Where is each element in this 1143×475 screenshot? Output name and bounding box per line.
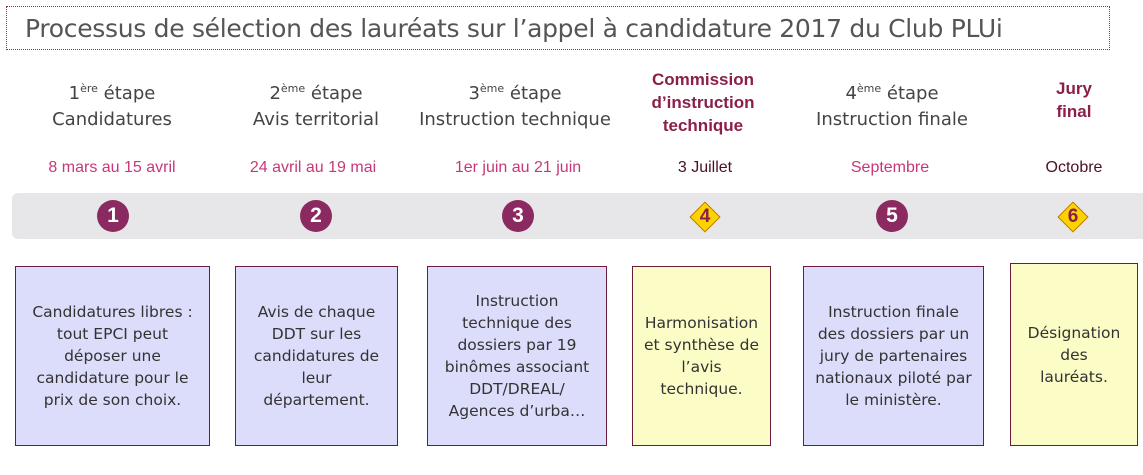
commission-diamond-badge bbox=[689, 201, 721, 233]
step-4-ordinal-word: étape bbox=[881, 83, 939, 104]
step-3-badge: 3 bbox=[502, 200, 534, 232]
commission-heading bbox=[652, 68, 755, 137]
step-2-name: Avis territorial bbox=[252, 109, 380, 130]
commission-date: 3 Juillet bbox=[677, 159, 733, 176]
jury-diamond-badge bbox=[1057, 201, 1089, 233]
step-1-date: 8 mars au 15 avril bbox=[48, 159, 176, 176]
step-1-name: Candidatures bbox=[52, 109, 172, 130]
timeline-band bbox=[12, 193, 1143, 239]
step-1-description: Candidatures libres : tout EPCI peut déposer une candidature pour le prix de son choix. bbox=[15, 266, 210, 446]
jury-heading-text: Jury final bbox=[1056, 79, 1092, 121]
step-2-ordinal-suffix: ème bbox=[280, 82, 306, 95]
step-2-badge: 2 bbox=[300, 200, 332, 232]
jury-description: Désignation des lauréats. bbox=[1010, 263, 1138, 446]
jury-heading bbox=[1056, 77, 1092, 123]
step-3-description: Instruction technique des dossiers par 19 binômes associant DDT/DREAL/ Agences d’urba… bbox=[427, 266, 607, 446]
step-3-ordinal-number: 3 bbox=[468, 83, 480, 104]
step-3-name: Instruction technique bbox=[419, 109, 611, 130]
commission-description: Harmonisation et synthèse de l’avis technique. bbox=[632, 266, 771, 446]
commission-badge-number: 4 bbox=[699, 206, 711, 227]
step-2-header bbox=[253, 76, 379, 133]
step-2-ordinal-number: 2 bbox=[269, 83, 281, 104]
jury-badge-number: 6 bbox=[1067, 206, 1079, 227]
jury-date: Octobre bbox=[1045, 159, 1103, 176]
step-4-badge: 5 bbox=[876, 200, 908, 232]
commission-heading-text: Commission d’instruction technique bbox=[651, 70, 755, 135]
step-1-ordinal-word: étape bbox=[97, 83, 156, 104]
step-2-description: Avis de chaque DDT sur les candidatures de leur département. bbox=[235, 266, 398, 446]
step-4-description: Instruction finale des dossiers par un jury de partenaires nationaux piloté par le ministère. bbox=[803, 266, 984, 446]
step-4-name: Instruction finale bbox=[816, 109, 968, 130]
step-1-ordinal-suffix: ère bbox=[80, 82, 98, 95]
step-2-ordinal-word: étape bbox=[305, 83, 363, 104]
step-4-ordinal-number: 4 bbox=[845, 83, 857, 104]
step-3-ordinal-word: étape bbox=[504, 83, 562, 104]
title-box bbox=[6, 6, 1110, 50]
step-1-badge: 1 bbox=[97, 200, 129, 232]
step-4-header bbox=[816, 76, 968, 133]
step-2-date: 24 avril au 19 mai bbox=[249, 159, 377, 176]
step-3-header bbox=[419, 76, 611, 133]
step-1-header bbox=[52, 76, 172, 133]
step-4-date: Septembre bbox=[850, 159, 930, 176]
step-3-date: 1er juin au 21 juin bbox=[454, 159, 582, 176]
step-4-ordinal-suffix: ème bbox=[856, 82, 882, 95]
step-3-ordinal-suffix: ème bbox=[479, 82, 505, 95]
page-title: Processus de sélection des lauréats sur l’appel à candidature 2017 du Club PLUi bbox=[25, 14, 1003, 43]
step-1-ordinal-number: 1 bbox=[68, 83, 81, 104]
